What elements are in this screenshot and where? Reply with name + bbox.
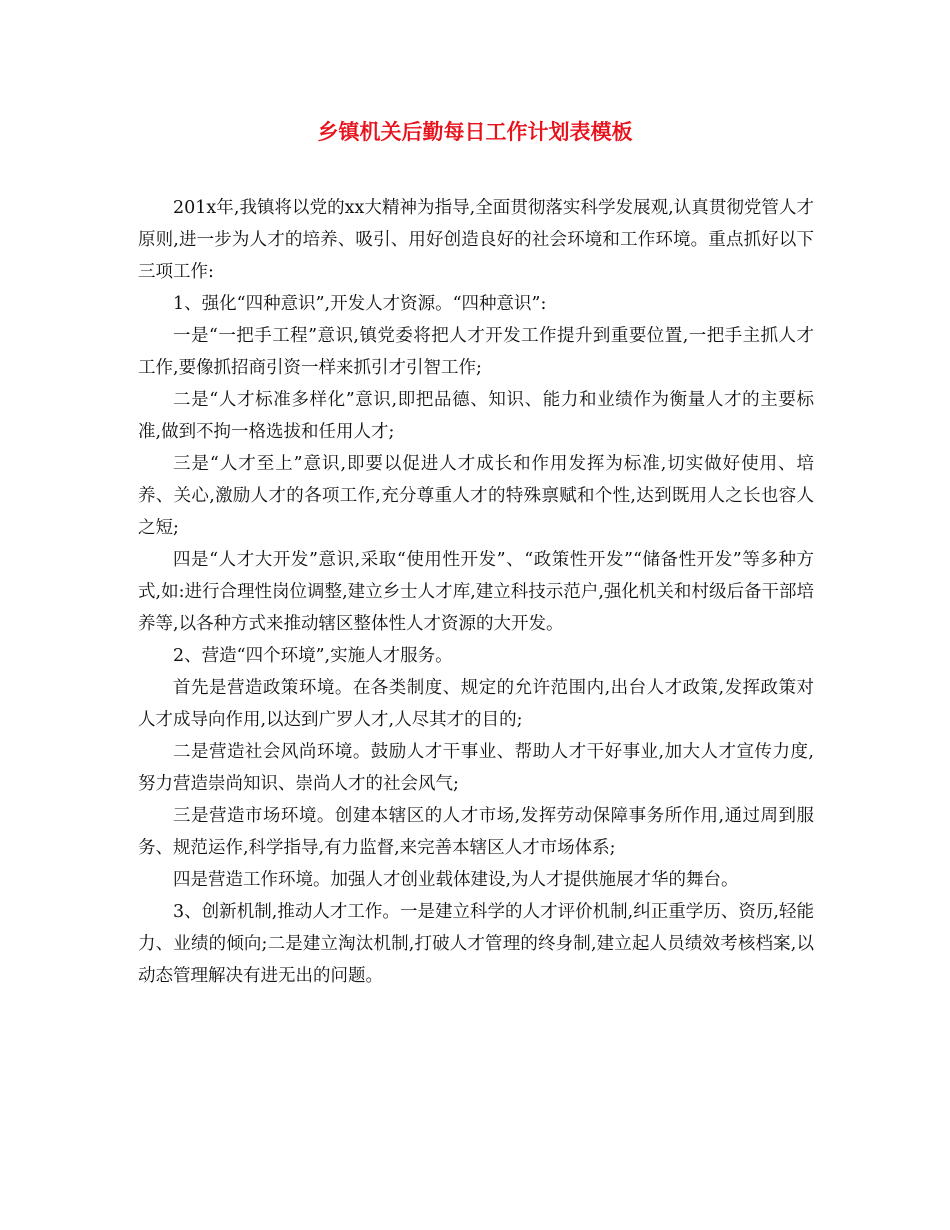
paragraph: 2、营造“四个环境”,实施人才服务。 [173,646,453,666]
paragraph: 二是“人才标准多样化”意识,即把品德、知识、能力和业绩作为衡量人才的主要标准,做到不拘一格选拔和任用人才; [138,390,814,442]
paragraph: 201x年,我镇将以党的xx大精神为指导,全面贯彻落实科学发展观,认真贯彻党管人才原则,进一步为人才的培养、吸引、用好创造良好的社会环境和工作环境。重点抓好以下三项工作: [138,198,814,282]
paragraph: 3、创新机制,推动人才工作。一是建立科学的人才评价机制,纠正重学历、资历,轻能力、业绩的倾向;二是建立淘汰机制,打破人才管理的终身制,建立起人员绩效考核档案,以动态管理解决有进无出的问题。 [138,902,814,986]
paragraph: 四是营造工作环境。加强人才创业载体建设,为人才提供施展才华的舞台。 [173,870,739,890]
paragraph: 三是“人才至上”意识,即要以促进人才成长和作用发挥为标准,切实做好使用、培养、关心,激励人才的各项工作,充分尊重人才的特殊禀赋和个性,达到既用人之长也容人之短; [138,454,814,538]
paragraph: 四是“人才大开发”意识,采取“使用性开发”、“政策性开发”“储备性开发”等多种方式,如:进行合理性岗位调整,建立乡士人才库,建立科技示范户,强化机关和村级后备干部培养等,以各种方式来推动辖区整体性人才资源的大开发。 [138,550,814,634]
document-body [138,192,814,992]
paragraph: 三是营造市场环境。创建本辖区的人才市场,发挥劳动保障事务所作用,通过周到服务、规范运作,科学指导,有力监督,来完善本辖区人才市场体系; [138,806,814,858]
paragraph: 1、强化“四种意识”,开发人才资源。“四种意识”: [173,294,547,314]
paragraph: 二是营造社会风尚环境。鼓励人才干事业、帮助人才干好事业,加大人才宣传力度,努力营造崇尚知识、崇尚人才的社会风气; [138,742,814,794]
paragraph: 首先是营造政策环境。在各类制度、规定的允许范围内,出台人才政策,发挥政策对人才成导向作用,以达到广罗人才,人尽其才的目的; [138,678,814,730]
paragraph: 一是“一把手工程”意识,镇党委将把人才开发工作提升到重要位置,一把手主抓人才工作,要像抓招商引资一样来抓引才引智工作; [138,326,814,378]
document-title: 乡镇机关后勤每日工作计划表模板 [317,120,633,144]
